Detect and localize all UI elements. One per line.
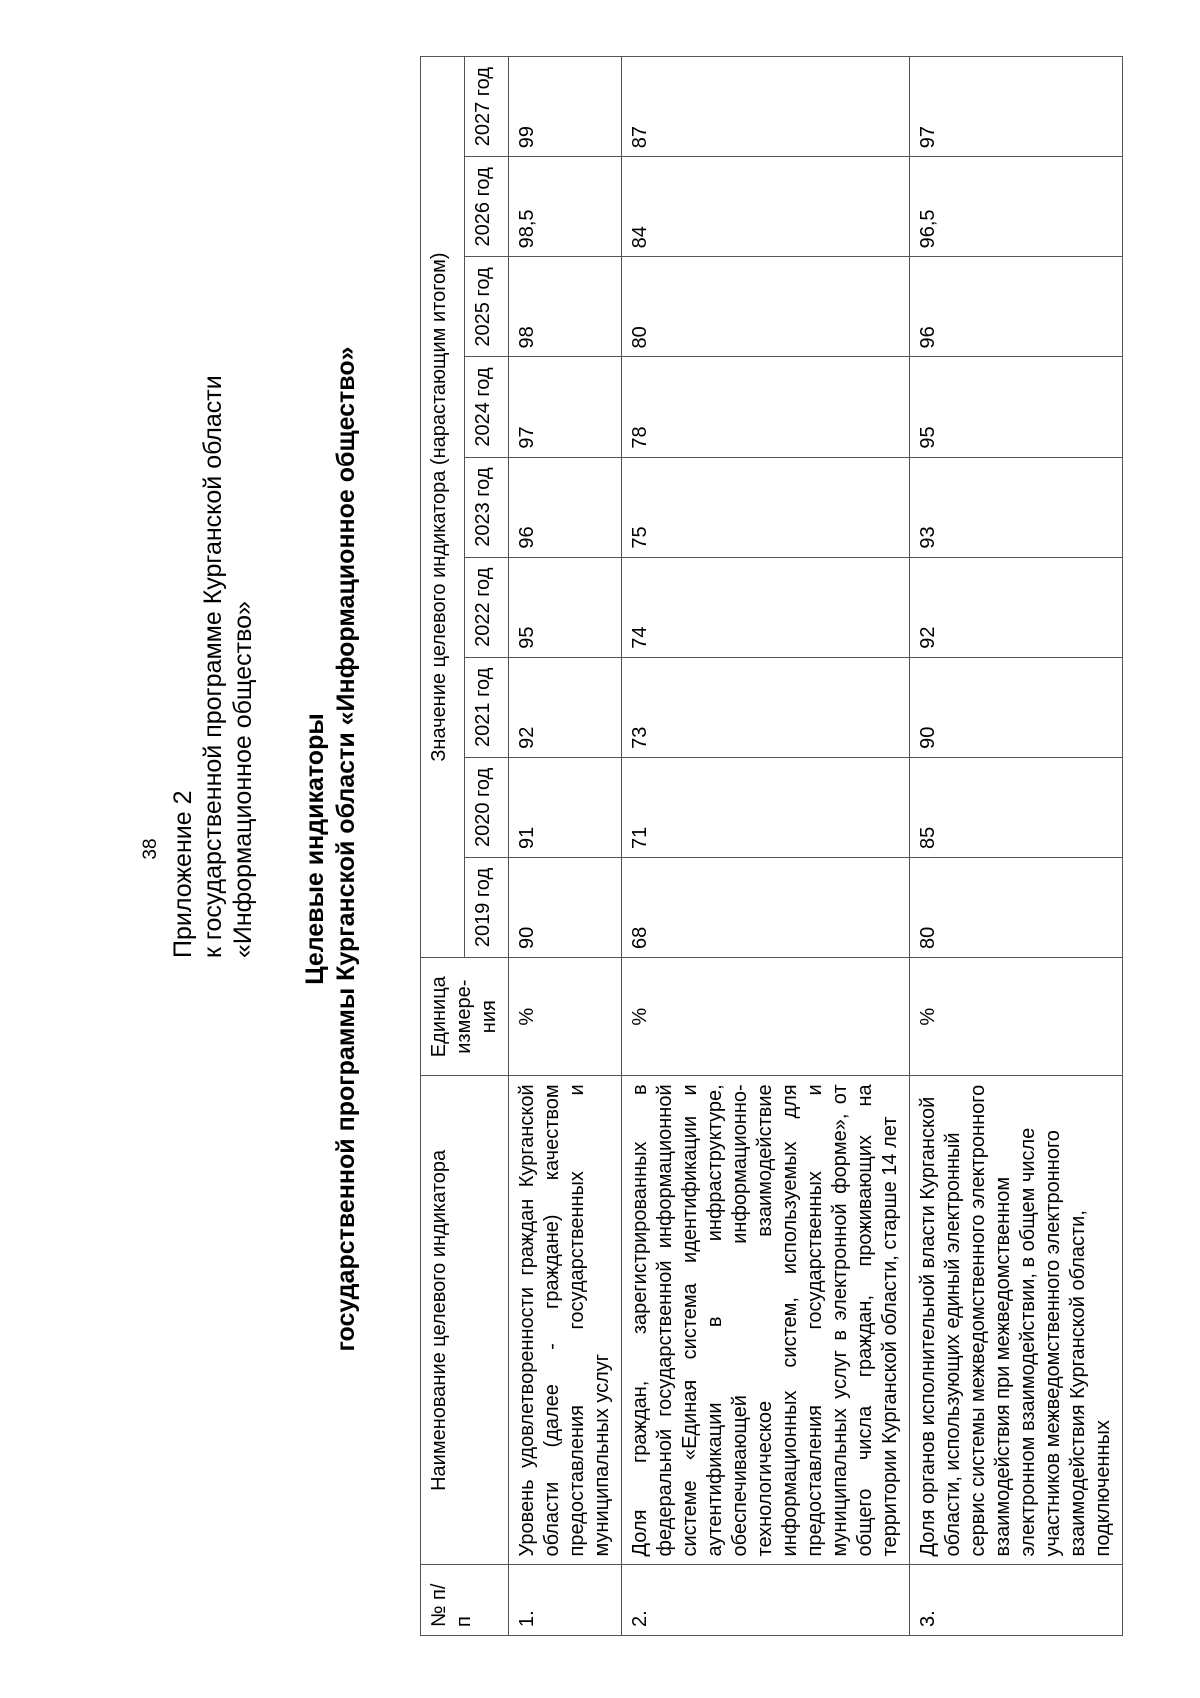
value-cell: 75 xyxy=(622,457,910,557)
indicator-name: Доля органов исполнительной власти Курганской области, использующих единый электронный сервис системы межведомственного электронного взаимодействия при межведомственном электронном взаимодействии, в общем числе участников межведомственного электронного взаимодействия Курганской области, подключенных xyxy=(910,1076,1123,1565)
header-year: 2021 год xyxy=(465,657,509,757)
value-cell: 97 xyxy=(910,57,1123,157)
header-year: 2023 год xyxy=(465,457,509,557)
table-header-row xyxy=(421,57,465,1636)
value-cell: 93 xyxy=(910,457,1123,557)
row-number: 1. xyxy=(509,1565,622,1636)
value-cell: 71 xyxy=(622,757,910,857)
table-row xyxy=(910,57,1123,1636)
value-cell: 85 xyxy=(910,757,1123,857)
value-cell: 78 xyxy=(622,357,910,457)
header-year: 2025 год xyxy=(465,257,509,357)
appendix-line-2: к государственной программе Курганской области xyxy=(199,375,227,958)
table-row xyxy=(509,57,622,1636)
row-number: 2. xyxy=(622,1565,910,1636)
row-number: 3. xyxy=(910,1565,1123,1636)
appendix-line-1: Приложение 2 xyxy=(169,790,197,958)
document-heading xyxy=(300,0,362,1698)
header-values: Значение целевого индикатора (нарастающим итогом) xyxy=(421,57,465,958)
indicator-name: Уровень удовлетворенности граждан Курганской области (далее - граждане) качеством предоставления государственных и муниципальных услуг xyxy=(509,1076,622,1565)
header-indicator-name: Наименование целевого индикатора xyxy=(421,1076,509,1565)
header-number: № п/п xyxy=(421,1565,509,1636)
value-cell: 96,5 xyxy=(910,157,1123,257)
value-cell: 80 xyxy=(910,857,1123,957)
value-cell: 99 xyxy=(509,57,622,157)
unit-cell: % xyxy=(910,958,1123,1076)
value-cell: 73 xyxy=(622,657,910,757)
unit-cell: % xyxy=(509,958,622,1076)
value-cell: 92 xyxy=(910,557,1123,657)
value-cell: 90 xyxy=(910,657,1123,757)
header-unit: Единица измере-ния xyxy=(421,958,509,1076)
value-cell: 95 xyxy=(509,557,622,657)
value-cell: 91 xyxy=(509,757,622,857)
header-year: 2026 год xyxy=(465,157,509,257)
value-cell: 80 xyxy=(622,257,910,357)
value-cell: 98,5 xyxy=(509,157,622,257)
unit-cell: % xyxy=(622,958,910,1076)
page-number: 38 xyxy=(140,838,161,860)
table-row xyxy=(622,57,910,1636)
header-year: 2027 год xyxy=(465,57,509,157)
value-cell: 68 xyxy=(622,857,910,957)
value-cell: 87 xyxy=(622,57,910,157)
value-cell: 92 xyxy=(509,657,622,757)
value-cell: 98 xyxy=(509,257,622,357)
value-cell: 90 xyxy=(509,857,622,957)
header-year: 2022 год xyxy=(465,557,509,657)
header-year: 2019 год xyxy=(465,857,509,957)
indicators-table xyxy=(420,56,1123,1636)
value-cell: 96 xyxy=(910,257,1123,357)
heading-line-2: государственной программы Курганской области «Информационное общество» xyxy=(332,346,360,1352)
appendix-note xyxy=(168,375,258,958)
indicator-name: Доля граждан, зарегистрированных в федеральной государственной информационной системе «Единая система идентификации и аутентификации в инфраструктуре, обеспечивающей информационно-технологическое взаимодействие информационных систем, используемых для предоставления государственных и муниципальных услуг в электронной форме», от общего числа граждан, проживающих на территории Курганской области, старше 14 лет xyxy=(622,1076,910,1565)
value-cell: 74 xyxy=(622,557,910,657)
header-year: 2020 год xyxy=(465,757,509,857)
value-cell: 97 xyxy=(509,357,622,457)
value-cell: 96 xyxy=(509,457,622,557)
value-cell: 95 xyxy=(910,357,1123,457)
appendix-line-3: «Информационное общество» xyxy=(229,601,257,958)
heading-line-1: Целевые индикаторы xyxy=(301,713,329,985)
value-cell: 84 xyxy=(622,157,910,257)
header-year: 2024 год xyxy=(465,357,509,457)
